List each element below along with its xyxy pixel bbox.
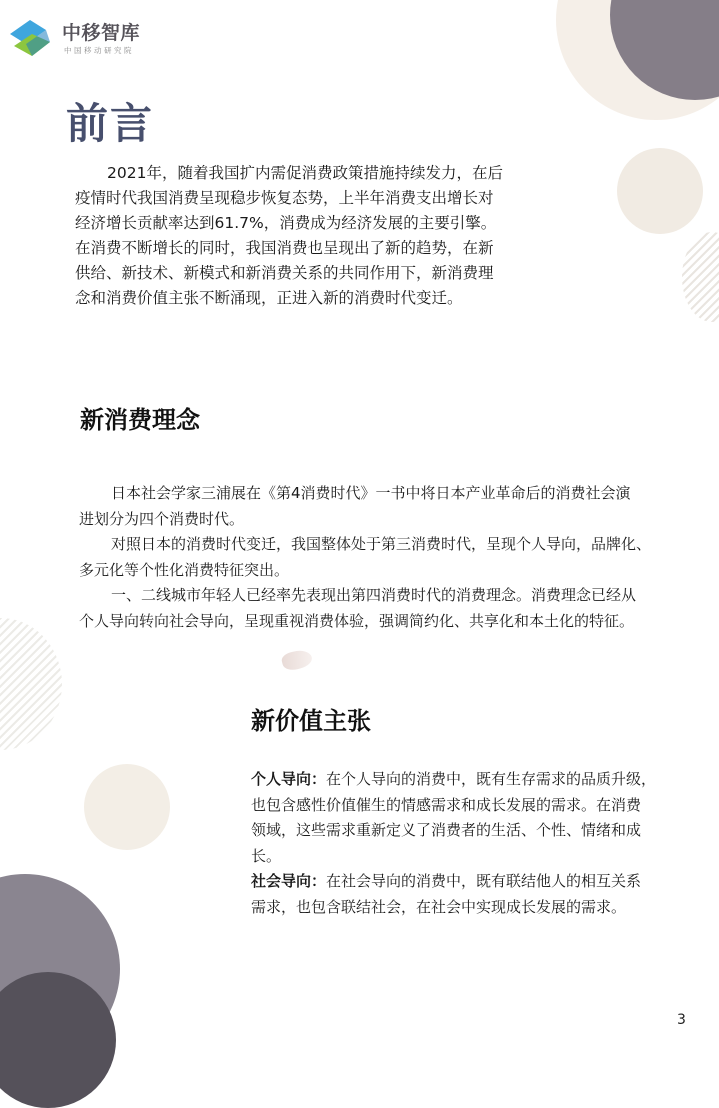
text-line: 对照日本的消费时代变迁，我国整体处于第三消费时代，呈现个人导向，品牌化、 — [111, 535, 652, 553]
logo-mark-icon — [6, 12, 58, 62]
text-line: 2021年，随着我国扩内需促消费政策措施持续发力，在后 — [107, 164, 503, 182]
text-line: 供给、新技术、新模式和新消费关系的共同作用下，新消费理 — [75, 264, 494, 282]
preface-paragraph — [75, 161, 503, 311]
concept-paragraph — [79, 481, 651, 634]
brand-subtitle: 中国移动研究院 — [64, 46, 134, 55]
page-number: 3 — [677, 1012, 686, 1028]
personal-orientation-label: 个人导向： — [251, 770, 327, 788]
text-line: 在社会导向的消费中，既有联结他人的相互关系 — [326, 872, 642, 890]
decor-circle — [84, 764, 170, 850]
decor-smear — [280, 648, 313, 673]
brand-logo — [6, 12, 166, 62]
text-line: 进划分为四个消费时代。 — [79, 509, 245, 528]
text-line: 疫情时代我国消费呈现稳步恢复态势，上半年消费支出增长对 — [75, 189, 494, 207]
text-line: 也包含感性价值催生的情感需求和成长发展的需求。在消费 — [251, 795, 642, 814]
text-line: 在消费不断增长的同时，我国消费也呈现出了新的趋势，在新 — [75, 239, 494, 257]
brand-name: 中移智库 — [62, 22, 141, 44]
section-heading-value: 新价值主张 — [251, 707, 371, 735]
social-orientation-label: 社会导向： — [251, 872, 327, 890]
text-line: 多元化等个性化消费特征突出。 — [79, 560, 290, 579]
value-paragraph — [251, 767, 656, 920]
text-line: 领域，这些需求重新定义了消费者的生活、个性、情绪和成 — [251, 821, 642, 839]
page-title: 前言 — [66, 99, 155, 148]
text-line: 个人导向转向社会导向，呈现重视消费体验，强调简约化、共享化和本土化的特征。 — [79, 611, 635, 630]
decor-hatched-circle — [682, 232, 719, 322]
text-line: 经济增长贡献率达到61.7%，消费成为经济发展的主要引擎。 — [75, 214, 497, 232]
text-line — [251, 767, 656, 793]
text-line: 在个人导向的消费中，既有生存需求的品质升级， — [326, 770, 657, 788]
text-line: 念和消费价值主张不断涌现，正进入新的消费时代变迁。 — [75, 289, 463, 307]
text-line — [251, 869, 656, 895]
text-line: 需求，也包含联结社会，在社会中实现成长发展的需求。 — [251, 897, 627, 916]
decor-circle — [617, 148, 703, 234]
text-line: 日本社会学家三浦展在《第4消费时代》一书中将日本产业革命后的消费社会演 — [111, 484, 631, 502]
text-line: 长。 — [251, 846, 282, 865]
text-line: 一、二线城市年轻人已经率先表现出第四消费时代的消费理念。消费理念已经从 — [111, 586, 637, 604]
section-heading-concept: 新消费理念 — [80, 406, 200, 434]
decor-hatched-circle — [0, 618, 62, 750]
